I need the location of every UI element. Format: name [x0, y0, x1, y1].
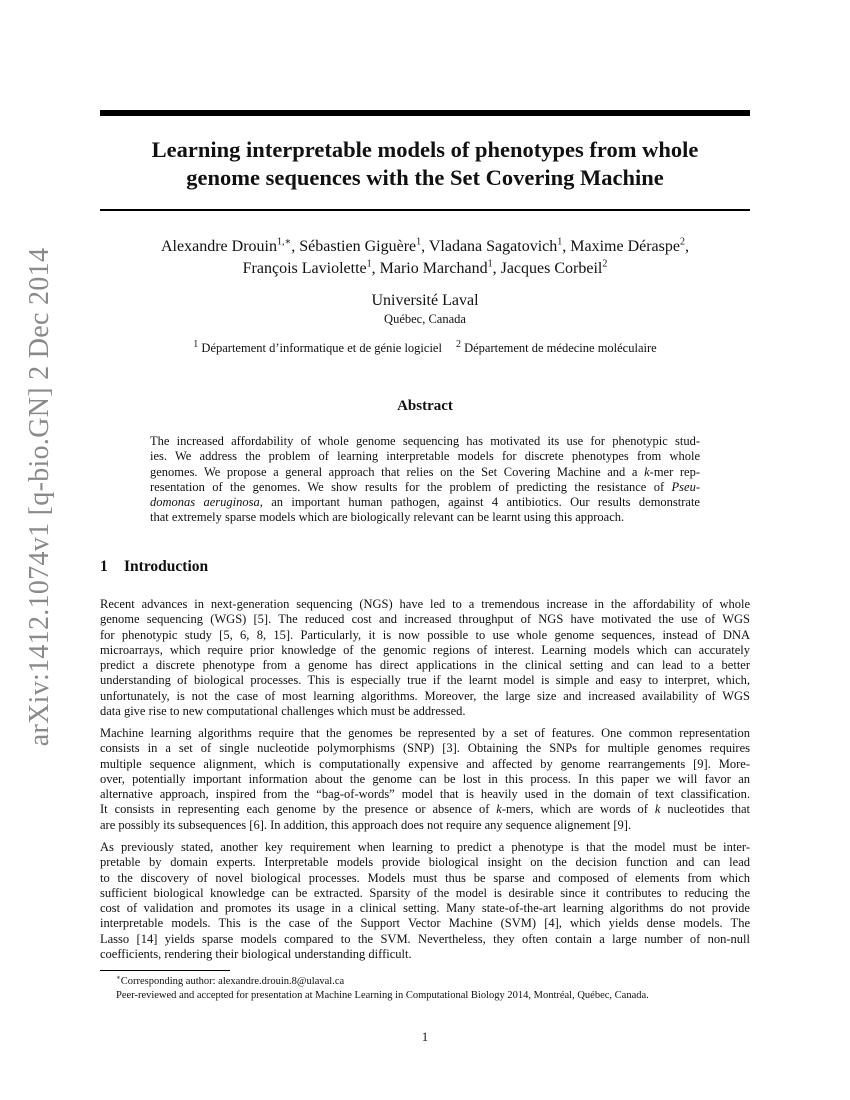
author-separator: ,: [371, 260, 380, 277]
body-paragraph: [100, 840, 750, 962]
abstract-line: genomes. We propose a general approach that relies on the Set Covering Machine and a k-mer rep-: [150, 464, 700, 479]
author-affiliation-mark: 2: [679, 236, 685, 248]
author-affiliation-mark: 1,∗: [276, 236, 292, 248]
paragraph-line: predict a discrete phenotype from a genome has direct applications in the clinical setting and can lead to a better: [100, 658, 750, 673]
paper-title: [100, 136, 750, 192]
title-bottom-rule: [100, 209, 750, 211]
author-name: Alexandre Drouin: [161, 238, 277, 255]
footnotes: [116, 975, 649, 1003]
footnote-text: Corresponding author: alexandre.drouin.8@ulaval.ca: [120, 976, 345, 987]
department-name: Département de médecine moléculaire: [464, 341, 657, 355]
paragraph-line: It consists in representing each genome by the presence or absence of k-mers, which are words of k nucleotides that: [100, 802, 751, 817]
body-paragraph: [100, 597, 750, 719]
author-affiliation-mark: 1: [557, 236, 563, 248]
author: [429, 238, 570, 255]
author-separator: ,: [291, 238, 300, 255]
author-affiliation-mark: 1: [416, 236, 422, 248]
abstract-line: domonas aeruginosa, an important human pathogen, against 4 antibiotics. Our results demonstrate: [150, 495, 700, 510]
department-name: Département d’informatique et de génie logiciel: [201, 341, 442, 355]
paragraph-line: Machine learning algorithms require that the genomes be represented by a set of features. One common representation: [100, 726, 750, 740]
body-paragraph: [100, 726, 750, 833]
footnote-corresponding-author: [116, 975, 649, 989]
author: [570, 238, 689, 255]
university-location: Québec, Canada: [384, 312, 466, 326]
paragraph-line: sufficient biological knowledge can be extracted. Sparsity of the model is desirable since it contributes to reducing the: [100, 885, 750, 900]
author: [501, 260, 608, 277]
arxiv-identifier-stamp: [10, 247, 70, 747]
paragraph-line: pretable by domain experts. Interpretable models provide biological insight on the decision function and can lead: [100, 855, 750, 870]
university-name: Université Laval: [371, 292, 479, 309]
author-line: [100, 236, 750, 258]
author-name: Sébastien Giguère: [299, 238, 417, 255]
paragraph-line: consists in a set of single nucleotide polymorphisms (SNP) [3]. Obtaining the SNPs for multiple genomes requires: [100, 741, 750, 756]
paragraph-line: microarrays, which require prior knowledge of the genomic regions of interest. Learning models which can accurately: [100, 642, 750, 657]
paper-title-line: genome sequences with the Set Covering Machine: [186, 165, 664, 190]
footnote-mark: ∗: [116, 973, 121, 982]
abstract-heading: Abstract: [397, 398, 453, 414]
abstract-line: resentation of the genomes. We show results for the problem of predicting the resistance of Pseu-: [150, 479, 700, 494]
title-top-rule: [100, 110, 750, 116]
page-number: 1: [421, 1030, 429, 1044]
department-list: [100, 340, 750, 356]
author: [243, 260, 380, 277]
paragraph-line: Recent advances in next-generation sequencing (NGS) have led to a tremendous increase in the affordability of whole: [100, 597, 750, 611]
footnote-venue: Peer-reviewed and accepted for presentation at Machine Learning in Computational Biology 2014, Montréal, Québec, Canada.: [116, 990, 649, 1001]
abstract-line: that extremely sparse models which are biologically relevant can be learnt using this approach.: [150, 510, 625, 525]
paragraph-line: over, potentially important information about the genome can be lost in this process. In this paper we will favor an: [100, 771, 750, 786]
author: [380, 260, 501, 277]
paragraph-line: interpretable models. This is the case of the Support Vector Machine (SVM) [4], which yields dense models. The: [100, 916, 750, 931]
paragraph-line: Lasso [14] yields sparse models compared to the SVM. Nevertheless, they often contain a large number of non-null: [100, 931, 750, 946]
author-affiliation-mark: 2: [602, 258, 608, 270]
section-heading: [100, 558, 208, 576]
paragraph-line: are possibly its subsequences [6]. In addition, this approach does not require any sequence alignement [9].: [100, 817, 632, 832]
author-separator: ,: [684, 238, 689, 255]
arxiv-identifier-text: arXiv:1412.1074v1 [q-bio.GN] 2 Dec 2014: [24, 247, 55, 747]
author-separator: ,: [421, 238, 429, 255]
author-name: Maxime Déraspe: [570, 238, 680, 255]
abstract-line: The increased affordability of whole genome sequencing has motivated its use for phenotypic stud-: [150, 434, 700, 448]
department: [193, 338, 442, 355]
paragraph-line: As previously stated, another key requirement when learning to predict a phenotype is that the model must be inter-: [100, 840, 750, 854]
paragraph-line: unfortunately, is not the case of most learning algorithms. Moreover, the large size and increased availability of WGS: [100, 688, 750, 703]
section-title: Introduction: [124, 558, 209, 575]
paragraph-line: understanding of biological processes. This is especially true if the learnt model is simple and easy to interpret, which,: [100, 673, 750, 688]
department-mark: 2: [455, 338, 461, 350]
paragraph-line: cost of validation and promotes its usage in a clinical setting. Many state-of-the-art learning algorithms do not provide: [100, 901, 750, 916]
section-number: 1: [100, 558, 108, 575]
author-name: Jacques Corbeil: [500, 260, 603, 277]
paragraph-line: multiple sequence alignment, which is computationally expensive and affected by genome rearrangements [9]. More-: [100, 756, 750, 771]
author-affiliation-mark: 1: [366, 258, 372, 270]
footnote-rule: [100, 970, 230, 971]
author-name: Vladana Sagatovich: [428, 238, 558, 255]
author-name: Mario Marchand: [379, 260, 488, 277]
paragraph-line: for phenotypic study [5, 6, 8, 15]. Particularly, it is now possible to use whole genome sequences, instead of DNA: [100, 627, 750, 642]
paragraph-line: alternative approach, inspired from the “bag-of-words” model that is heavily used in the domain of text classification.: [100, 787, 750, 802]
paragraph-line: to the discovery of novel biological processes. Models must thus be sparse and composed of elements from which: [100, 870, 750, 885]
paragraph-line: coefficients, rendering their biological understanding difficult.: [100, 947, 412, 962]
affiliation-block: [100, 291, 750, 327]
author-separator: ,: [492, 260, 501, 277]
author: [299, 238, 429, 255]
department-mark: 1: [193, 338, 199, 350]
paper-title-line: Learning interpretable models of phenotypes from whole: [151, 137, 699, 162]
department: [455, 338, 657, 355]
author-line: [100, 258, 750, 280]
author-separator: ,: [562, 238, 571, 255]
abstract-text: [150, 434, 700, 526]
author-name: François Laviolette: [242, 260, 367, 277]
abstract-line: ies. We address the problem of learning interpretable models for discrete phenotypes from whole: [150, 449, 700, 464]
author: [161, 238, 299, 255]
author-list: [100, 236, 750, 280]
paragraph-line: genome sequencing (WGS) [5]. The reduced cost and increased throughput of NGS have motivated the use of WGS: [100, 612, 750, 627]
author-affiliation-mark: 1: [487, 258, 493, 270]
paragraph-line: data give rise to new computational challenges which must be addressed.: [100, 704, 466, 719]
